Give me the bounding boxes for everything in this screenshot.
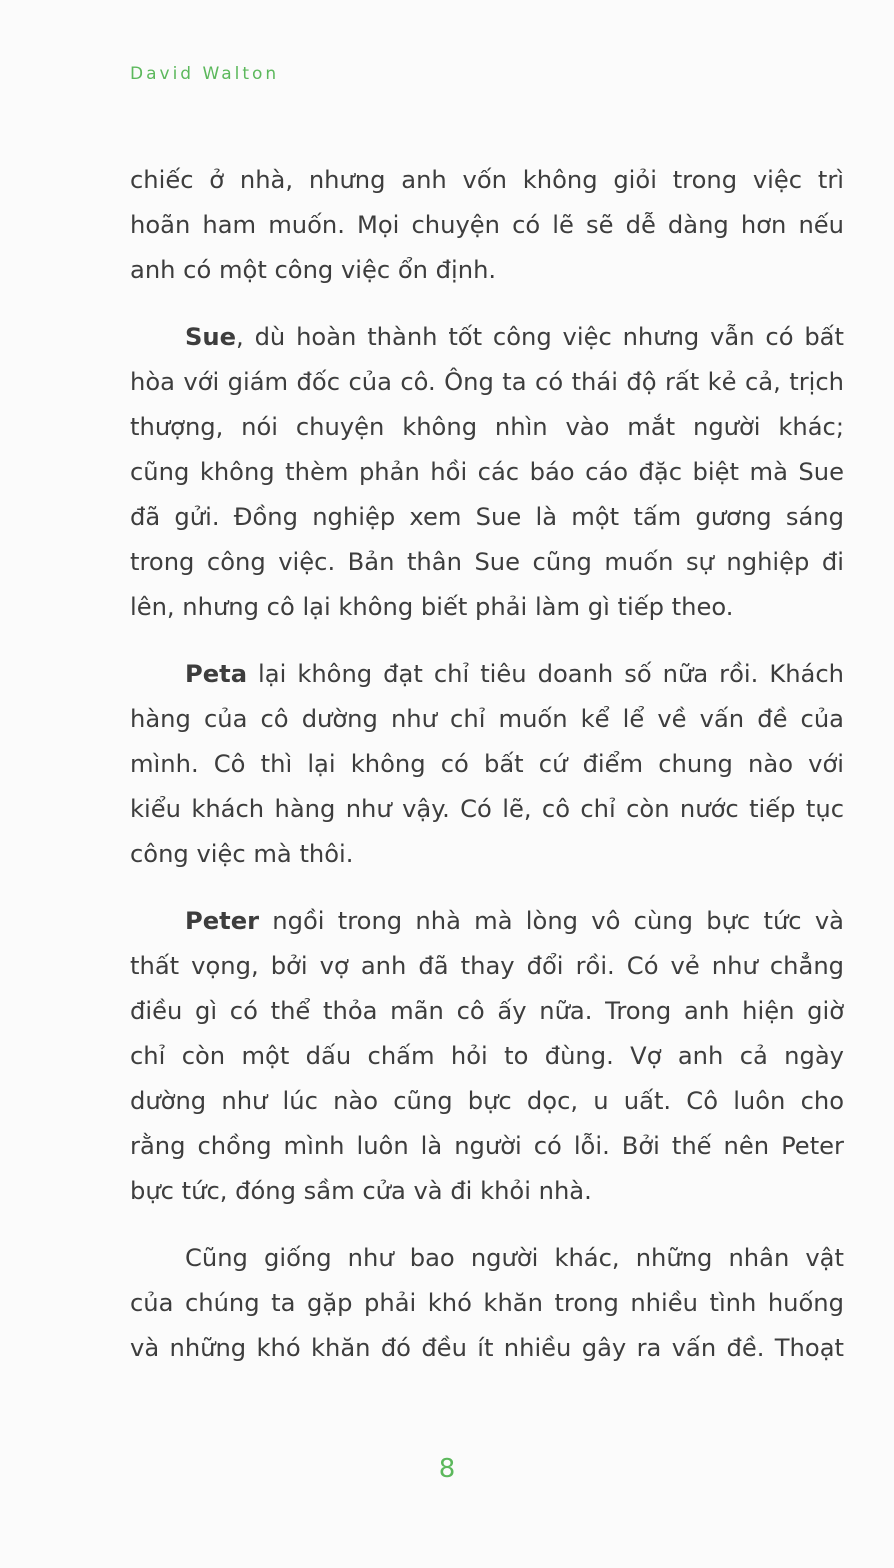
text-run: ngồi trong nhà mà lòng vô cùng bực tức và	[259, 907, 844, 935]
text-line: hoãn ham muốn. Mọi chuyện có lẽ sẽ dễ dàng hơn nếu	[130, 211, 844, 239]
paragraph-peta	[130, 652, 844, 877]
character-name: Peta	[185, 660, 248, 688]
text-run: lại không đạt chỉ tiêu doanh số nữa rồi. Khách	[247, 660, 844, 688]
text-line: thất vọng, bởi vợ anh đã thay đổi rồi. Có vẻ như chẳng	[130, 952, 844, 980]
running-head: David Walton	[130, 64, 280, 84]
text-line: cũng không thèm phản hồi các báo cáo đặc biệt mà Sue	[130, 458, 844, 486]
text-line: hòa với giám đốc của cô. Ông ta có thái độ rất kẻ cả, trịch	[130, 368, 844, 396]
text-line: thượng, nói chuyện không nhìn vào mắt người khác;	[130, 413, 844, 441]
text-line: lên, nhưng cô lại không biết phải làm gì tiếp theo.	[130, 593, 734, 621]
text-line: chỉ còn một dấu chấm hỏi to đùng. Vợ anh cả ngày	[130, 1042, 844, 1070]
paragraph-closing	[130, 1236, 844, 1371]
text-line: anh có một công việc ổn định.	[130, 256, 497, 284]
text-line: và những khó khăn đó đều ít nhiều gây ra vấn đề. Thoạt	[130, 1334, 844, 1362]
text-line: của chúng ta gặp phải khó khăn trong nhiều tình huống	[130, 1289, 844, 1317]
text-line: dường như lúc nào cũng bực dọc, u uất. Cô luôn cho	[130, 1087, 844, 1115]
text-line: công việc mà thôi.	[130, 840, 354, 868]
character-name: Sue	[185, 323, 237, 351]
text-line: điều gì có thể thỏa mãn cô ấy nữa. Trong anh hiện giờ	[130, 997, 844, 1025]
text-line	[130, 899, 844, 944]
text-run: , dù hoàn thành tốt công việc nhưng vẫn có bất	[236, 323, 844, 351]
paragraph-sue	[130, 315, 844, 630]
page-number: 8	[438, 1454, 456, 1484]
text-line: chiếc ở nhà, nhưng anh vốn không giỏi trong việc trì	[130, 166, 844, 194]
text-line: mình. Cô thì lại không có bất cứ điểm chung nào với	[130, 750, 844, 778]
text-line	[130, 315, 844, 360]
text-line: bực tức, đóng sầm cửa và đi khỏi nhà.	[130, 1177, 592, 1205]
text-line: trong công việc. Bản thân Sue cũng muốn sự nghiệp đi	[130, 548, 844, 576]
text-line: kiểu khách hàng như vậy. Có lẽ, cô chỉ còn nước tiếp tục	[130, 795, 844, 823]
text-line: hàng của cô dường như chỉ muốn kể lể về vấn đề của	[130, 705, 844, 733]
text-line: rằng chồng mình luôn là người có lỗi. Bởi thế nên Peter	[130, 1132, 844, 1160]
text-line: Cũng giống như bao người khác, những nhân vật	[185, 1244, 844, 1272]
text-line	[130, 652, 844, 697]
paragraph-continuation	[130, 158, 844, 293]
text-line: đã gửi. Đồng nghiệp xem Sue là một tấm gương sáng	[130, 503, 844, 531]
paragraph-peter	[130, 899, 844, 1214]
character-name: Peter	[185, 907, 260, 935]
body-text	[130, 158, 844, 1393]
